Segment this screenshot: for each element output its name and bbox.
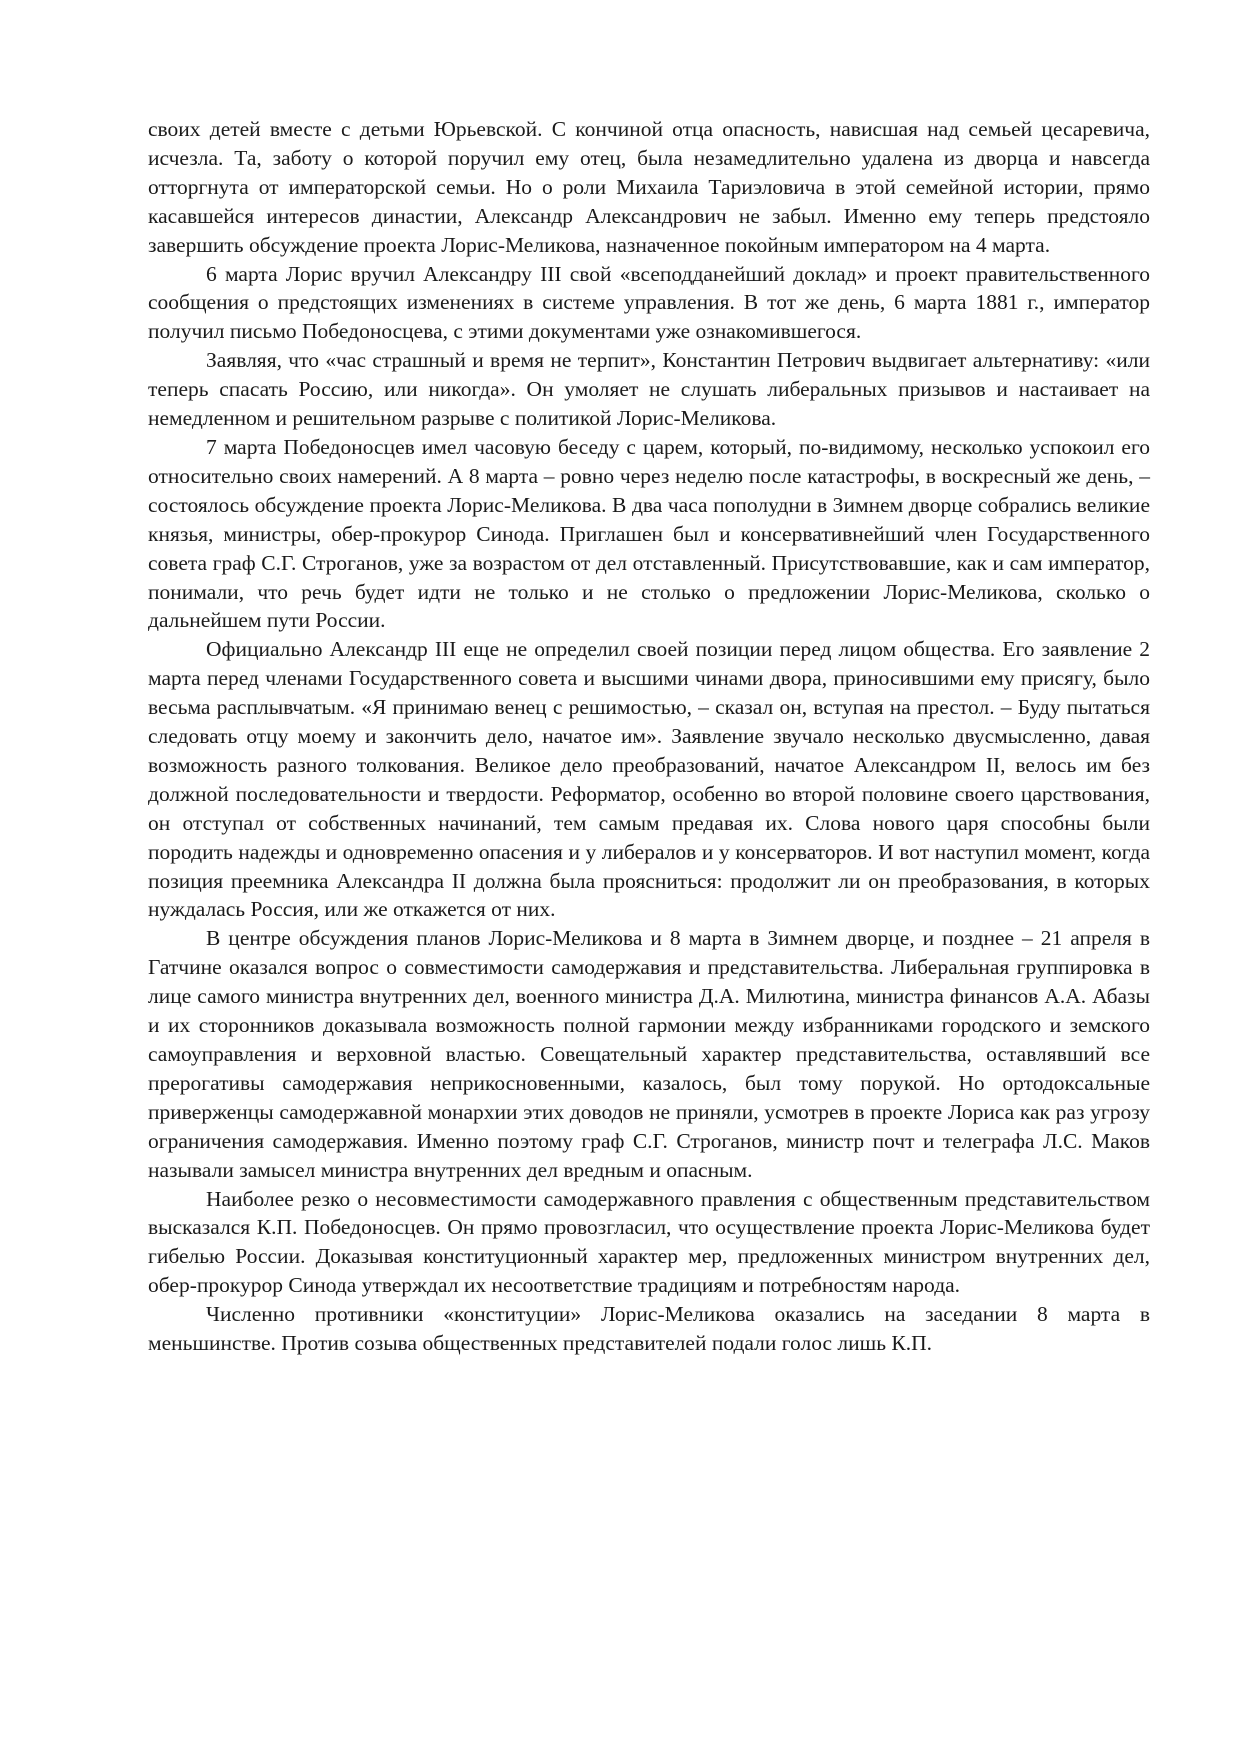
paragraph: своих детей вместе с детьми Юрьевской. С кончиной отца опасность, нависшая над семьей цесаревича, исчезла. Та, заботу о которой поручил ему отец, была незамедлительно удалена из дворца и навсегда отторгнута от императорской семьи. Но о роли Михаила Тариэловича в этой семейной истории, прямо касавшейся интересов династии, Александр Александрович не забыл. Именно ему теперь предстояло завершить обсуждение проекта Лорис-Меликова, назначенное покойным императором на 4 марта. — [148, 117, 1150, 257]
paragraph: Заявляя, что «час страшный и время не терпит», Константин Петрович выдвигает альтернативу: «или теперь спасать Россию, или никогда». Он умоляет не слушать либеральных призывов и настаивает на немедленном и решительном разрыве с политикой Лорис-Меликова. — [148, 348, 1150, 431]
paragraph: 6 марта Лорис вручил Александру III свой «всеподданейший доклад» и проект правительственного сообщения о предстоящих изменениях в системе управления. В тот же день, 6 марта 1881 г., император получил письмо Победоносцева, с этими документами уже ознакомившегося. — [148, 261, 1150, 344]
document-page — [148, 115, 1150, 1358]
paragraph: Официально Александр III еще не определил своей позиции перед лицом общества. Его заявление 2 марта перед членами Государственного совета и высшими чинами двора, приносившими ему присягу, было весьма расплывчатым. «Я принимаю венец с решимостью, – сказал он, вступая на престол. – Буду пытаться следовать отцу моему и закончить дело, начатое им». Заявление звучало несколько двусмысленно, давая возможность разного толкования. Великое дело преобразований, начатое Александром II, велось им без должной последовательности и твердости. Реформатор, особенно во второй половине своего царствования, он отступал от собственных начинаний, тем самым предавая их. Слова нового царя способны были породить надежды и одновременно опасения и у либералов и у консерваторов. И вот наступил момент, когда позиция преемника Александра II должна была проясниться: продолжит ли он преобразования, в которых нуждалась Россия, или же откажется от них. — [148, 637, 1150, 922]
paragraph: Численно противники «конституции» Лорис-Меликова оказались на заседании 8 марта в меньшинстве. Против созыва общественных представителей подали голос лишь К.П. — [148, 1302, 1150, 1356]
paragraph: В центре обсуждения планов Лорис-Меликова и 8 марта в Зимнем дворце, и позднее – 21 апреля в Гатчине оказался вопрос о совместимости самодержавия и представительства. Либеральная группировка в лице самого министра внутренних дел, военного министра Д.А. Милютина, министра финансов А.А. Абазы и их сторонников доказывала возможность полной гармонии между избранниками городского и земского самоуправления и верховной властью. Совещательный характер представительства, оставлявший все прерогативы самодержавия неприкосновенными, казалось, был тому порукой. Но ортодоксальные приверженцы самодержавной монархии этих доводов не приняли, усмотрев в проекте Лориса как раз угрозу ограничения самодержавия. Именно поэтому граф С.Г. Строганов, министр почт и телеграфа Л.С. Маков называли замысел министра внутренних дел вредным и опасным. — [148, 926, 1150, 1182]
paragraph: Наиболее резко о несовместимости самодержавного правления с общественным представительством высказался К.П. Победоносцев. Он прямо провозгласил, что осуществление проекта Лорис-Меликова будет гибелью России. Доказывая конституционный характер мер, предложенных министром внутренних дел, обер-прокурор Синода утверждал их несоответствие традициям и потребностям народа. — [148, 1186, 1150, 1298]
paragraph: 7 марта Победоносцев имел часовую беседу с царем, который, по-видимому, несколько успокоил его относительно своих намерений. А 8 марта – ровно через неделю после катастрофы, в воскресный же день, – состоялось обсуждение проекта Лорис-Меликова. В два часа пополудни в Зимнем дворце собрались великие князья, министры, обер-прокурор Синода. Приглашен был и консервативнейший член Государственного совета граф С.Г. Строганов, уже за возрастом от дел отставленный. Присутствовавшие, как и сам император, понимали, что речь будет идти не только и не столько о предложении Лорис-Меликова, сколько о дальнейшем пути России. — [148, 434, 1150, 633]
